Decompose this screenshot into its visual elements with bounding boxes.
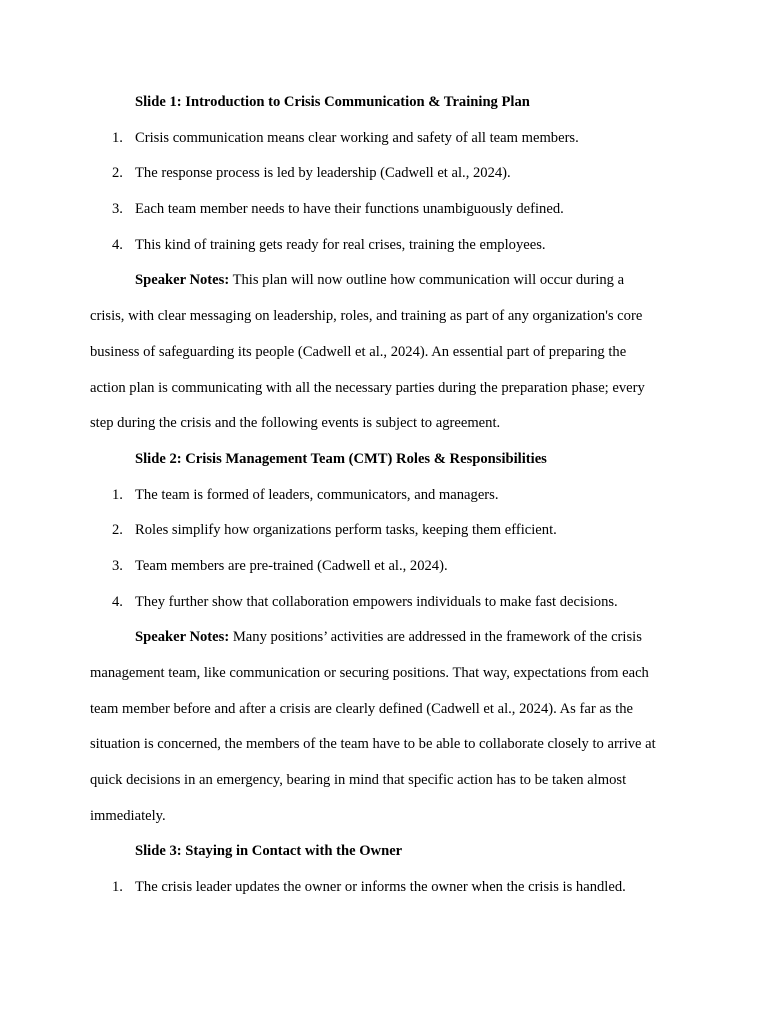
list-item <box>90 192 682 228</box>
list-item-text: The team is formed of leaders, communicators, and managers. <box>135 486 499 503</box>
list-number: 2. <box>112 165 123 182</box>
list-item-text: The response process is led by leadership (Cadwell et al., 2024). <box>135 165 511 182</box>
list-item <box>90 228 682 264</box>
document-body <box>90 85 682 906</box>
speaker-notes-line: team member before and after a crisis are clearly defined (Cadwell et al., 2024). As far as the <box>90 700 633 717</box>
speaker-notes-line: quick decisions in an emergency, bearing in mind that specific action has to be taken almost <box>90 772 627 789</box>
list-item-text: They further show that collaboration empowers individuals to make fast decisions. <box>135 593 618 610</box>
list-item <box>90 585 682 621</box>
slide-3-heading: Slide 3: Staying in Contact with the Owner <box>135 843 403 860</box>
list-item-text: Roles simplify how organizations perform tasks, keeping them efficient. <box>135 522 557 539</box>
list-item <box>90 513 682 549</box>
list-item-text: Each team member needs to have their functions unambiguously defined. <box>135 201 564 218</box>
list-item-text: The crisis leader updates the owner or informs the owner when the crisis is handled. <box>135 879 626 896</box>
speaker-notes-text: This plan will now outline how communication will occur during a <box>229 272 625 289</box>
list-number: 1. <box>112 486 123 503</box>
list-number: 3. <box>112 201 123 218</box>
speaker-notes-line: management team, like communication or securing positions. That way, expectations from each <box>90 665 649 681</box>
list-item <box>90 870 682 906</box>
list-number: 4. <box>112 593 123 610</box>
list-item-text: Crisis communication means clear working and safety of all team members. <box>135 129 579 146</box>
list-item-text: Team members are pre-trained (Cadwell et al., 2024). <box>135 557 448 574</box>
speaker-notes-label: Speaker Notes: <box>135 272 230 289</box>
speaker-notes-first-line <box>90 620 682 656</box>
speaker-notes-line: immediately. <box>90 807 166 824</box>
list-item <box>90 121 682 157</box>
speaker-notes-line: situation is concerned, the members of the team have to be able to collaborate closely to arrive at <box>90 736 656 753</box>
speaker-notes-label: Speaker Notes: <box>135 629 230 646</box>
slide-1-heading: Slide 1: Introduction to Crisis Communication & Training Plan <box>135 94 530 110</box>
list-item <box>90 549 682 585</box>
list-number: 2. <box>112 522 123 539</box>
speaker-notes-text: Many positions’ activities are addressed in the framework of the crisis <box>229 629 642 646</box>
speaker-notes-line: crisis, with clear messaging on leadership, roles, and training as part of any organization's core <box>90 308 643 325</box>
list-item <box>90 478 682 514</box>
speaker-notes-line: business of safeguarding its people (Cadwell et al., 2024). An essential part of preparing the <box>90 343 627 360</box>
list-number: 3. <box>112 557 123 574</box>
speaker-notes-line: action plan is communicating with all the necessary parties during the preparation phase; every <box>90 379 645 396</box>
speaker-notes-first-line <box>90 263 682 299</box>
list-item-text: This kind of training gets ready for real crises, training the employees. <box>135 236 546 253</box>
list-number: 1. <box>112 879 123 896</box>
list-number: 4. <box>112 236 123 253</box>
speaker-notes-line: step during the crisis and the following events is subject to agreement. <box>90 415 501 432</box>
list-item <box>90 156 682 192</box>
list-number: 1. <box>112 129 123 146</box>
slide-2-heading: Slide 2: Crisis Management Team (CMT) Roles & Responsibilities <box>135 450 547 467</box>
